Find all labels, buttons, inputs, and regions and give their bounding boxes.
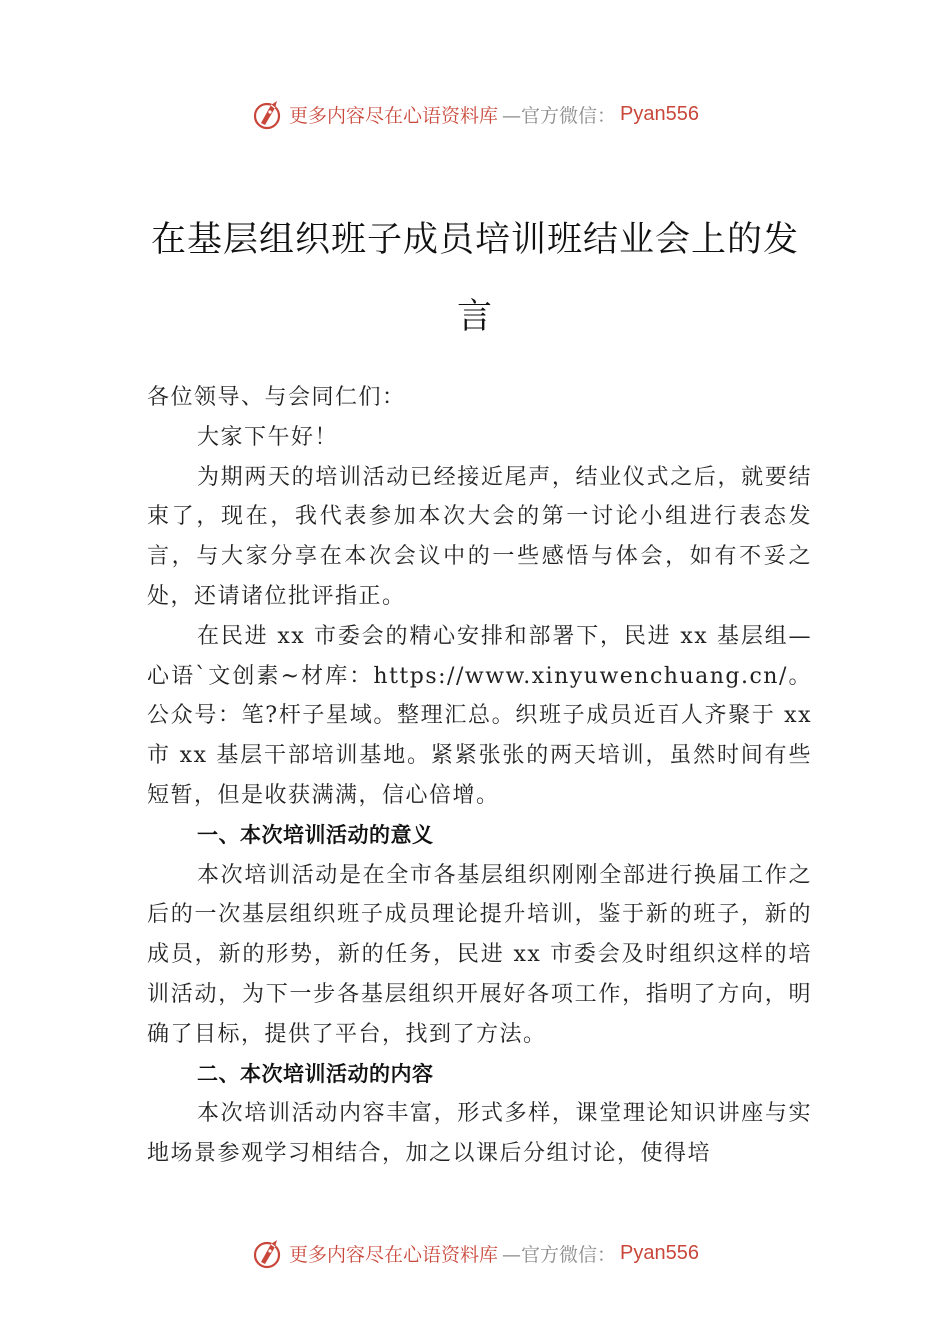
banner-separator-text: —官方微信： bbox=[502, 104, 617, 127]
section-heading-content: 二、本次培训活动的内容 bbox=[197, 1062, 434, 1086]
banner-wechat-id: Pyan556 bbox=[620, 102, 699, 125]
section-heading-significance: 一、本次培训活动的意义 bbox=[197, 823, 434, 847]
paragraph-background: 在民进 xx 市委会的精心安排和部署下，民进 xx 基层组—心语`文创素~材库：https://www.xinyuwenchuang.cn/。公众号：笔?杆子星域。整理汇总。织班子成员近百人齐聚于 xx 市 xx 基层干部培训基地。紧紧张张的两天培训，虽然时间有些短暂，但是收获满满，信心倍增。 bbox=[147, 623, 812, 808]
banner-main-text: 更多内容尽在心语资料库 bbox=[289, 104, 499, 127]
pen-nib-logo-icon bbox=[251, 97, 285, 131]
banner-wechat-id: Pyan556 bbox=[620, 1241, 699, 1264]
top-banner bbox=[0, 94, 950, 134]
bottom-banner bbox=[0, 1233, 950, 1273]
page-title: 在基层组织班子成员培训班结业会上的发言 bbox=[150, 220, 799, 337]
paragraph-content: 本次培训活动内容丰富，形式多样，课堂理论知识讲座与实地场景参观学习相结合，加之以课后分组讨论，使得培 bbox=[147, 1101, 812, 1167]
document-body bbox=[147, 378, 812, 1174]
paragraph-significance: 本次培训活动是在全市各基层组织刚刚全部进行换届工作之后的一次基层组织班子成员理论提升培训，鉴于新的班子，新的成员，新的形势，新的任务，民进 xx 市委会及时组织这样的培训活动，为下一步各基层组织开展好各项工作，指明了方向，明确了目标，提供了平台，找到了方法。 bbox=[147, 862, 812, 1047]
banner-main-text: 更多内容尽在心语资料库 bbox=[289, 1243, 499, 1266]
salutation: 各位领导、与会同仁们： bbox=[147, 385, 406, 410]
paragraph-intro: 为期两天的培训活动已经接近尾声，结业仪式之后，就要结束了，现在，我代表参加本次大会的第一讨论小组进行表态发言，与大家分享在本次会议中的一些感悟与体会，如有不妥之处，还请诸位批评指正。 bbox=[147, 464, 812, 609]
pen-nib-logo-icon bbox=[251, 1236, 285, 1270]
banner-separator-text: —官方微信： bbox=[502, 1243, 617, 1266]
greeting: 大家下午好！ bbox=[197, 424, 339, 450]
